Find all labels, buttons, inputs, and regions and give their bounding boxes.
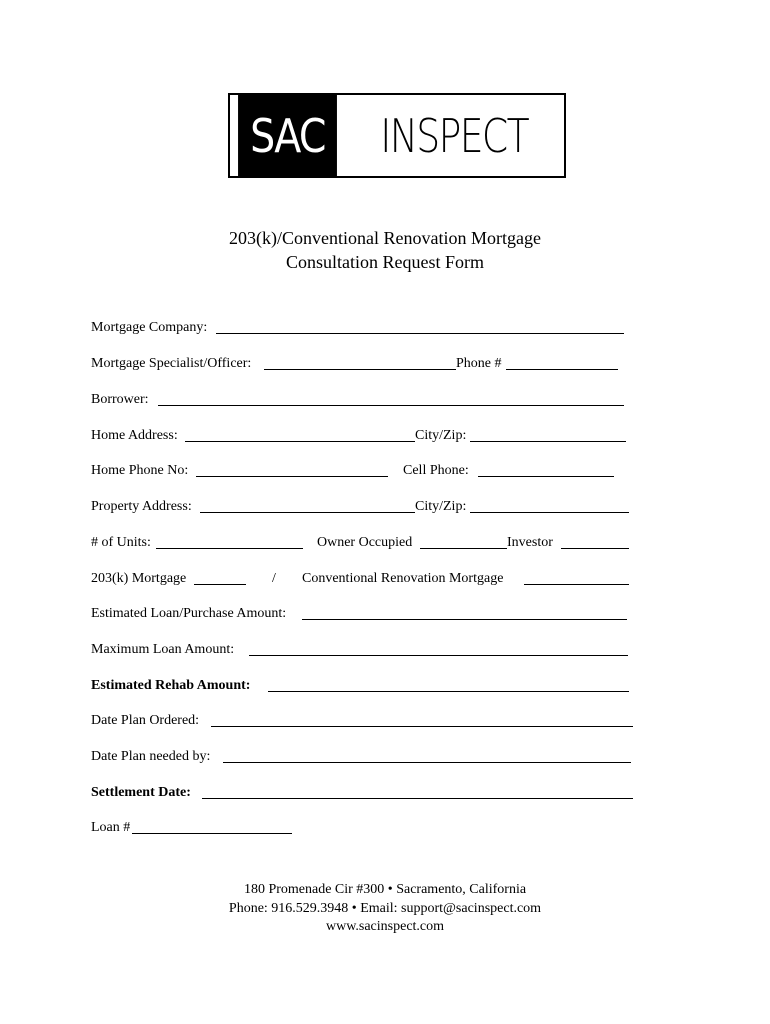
est-loan-field[interactable] <box>302 619 627 620</box>
borrower-field[interactable] <box>158 405 624 406</box>
est-rehab-label: Estimated Rehab Amount: <box>91 678 251 693</box>
specialist-field[interactable] <box>264 369 456 370</box>
est-loan-label: Estimated Loan/Purchase Amount: <box>91 606 287 621</box>
footer-contact: Phone: 916.529.3948 • Email: support@sacinspect.com <box>228 901 542 916</box>
loan-number-label: Loan # <box>91 820 131 835</box>
owner-occupied-field[interactable] <box>420 548 507 549</box>
footer-address: 180 Promenade Cir #300 • Sacramento, California <box>243 882 527 897</box>
cell-phone-label: Cell Phone: <box>403 463 469 478</box>
logo-sac: SAC <box>238 95 337 176</box>
units-field[interactable] <box>156 548 303 549</box>
investor-label: Investor <box>507 535 553 550</box>
phone-label: Phone # <box>456 356 502 371</box>
units-label: # of Units: <box>91 535 151 550</box>
date-plan-needed-label: Date Plan needed by: <box>91 749 211 764</box>
footer-website: www.sacinspect.com <box>325 919 445 934</box>
mortgage-company-label: Mortgage Company: <box>91 320 208 335</box>
slash-separator: / <box>272 571 276 586</box>
city-zip-label-2: City/Zip: <box>415 499 467 514</box>
conventional-label: Conventional Renovation Mortgage <box>302 571 504 586</box>
home-address-field[interactable] <box>185 441 415 442</box>
max-loan-label: Maximum Loan Amount: <box>91 642 235 657</box>
home-phone-field[interactable] <box>196 476 388 477</box>
home-address-label: Home Address: <box>91 428 178 443</box>
date-plan-needed-field[interactable] <box>223 762 631 763</box>
date-plan-ordered-field[interactable] <box>211 726 633 727</box>
mortgage-company-field[interactable] <box>216 333 624 334</box>
settlement-label: Settlement Date: <box>91 785 191 800</box>
k203-field[interactable] <box>194 584 246 585</box>
settlement-field[interactable] <box>202 798 633 799</box>
conventional-field[interactable] <box>524 584 629 585</box>
est-rehab-field[interactable] <box>268 691 629 692</box>
investor-field[interactable] <box>561 548 629 549</box>
city-zip-field-1[interactable] <box>470 441 626 442</box>
specialist-label: Mortgage Specialist/Officer: <box>91 356 252 371</box>
owner-occupied-label: Owner Occupied <box>317 535 413 550</box>
property-address-field[interactable] <box>200 512 415 513</box>
logo-inspect <box>345 95 564 176</box>
borrower-label: Borrower: <box>91 392 149 407</box>
logo-inspect-text: INSPECT <box>380 108 529 163</box>
sac-inspect-logo <box>228 93 566 178</box>
cell-phone-field[interactable] <box>478 476 614 477</box>
city-zip-field-2[interactable] <box>470 512 629 513</box>
home-phone-label: Home Phone No: <box>91 463 189 478</box>
phone-field[interactable] <box>506 369 618 370</box>
form-title-line-1: 203(k)/Conventional Renovation Mortgage <box>229 228 541 248</box>
loan-number-field[interactable] <box>132 833 292 834</box>
max-loan-field[interactable] <box>249 655 628 656</box>
k203-label: 203(k) Mortgage <box>91 571 187 586</box>
property-address-label: Property Address: <box>91 499 192 514</box>
city-zip-label-1: City/Zip: <box>415 428 467 443</box>
date-plan-ordered-label: Date Plan Ordered: <box>91 713 200 728</box>
form-title-line-2: Consultation Request Form <box>286 252 484 272</box>
